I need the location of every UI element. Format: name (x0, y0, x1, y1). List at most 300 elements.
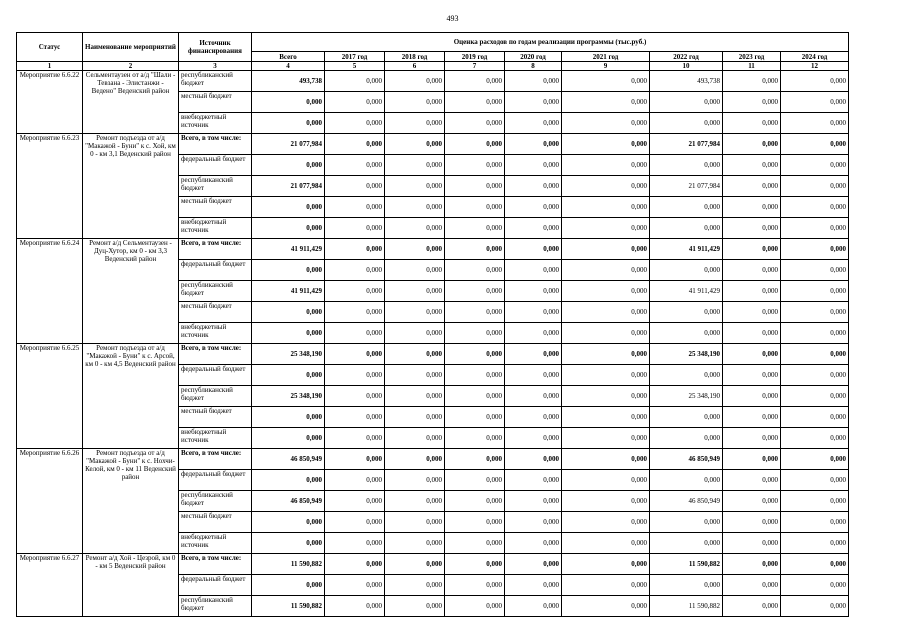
year-value: 0,000 (562, 428, 650, 449)
funding-source: Всего, в том числе: (179, 134, 252, 155)
total-value: 0,000 (252, 92, 325, 113)
column-number: 12 (781, 62, 849, 71)
year-value: 493,738 (650, 71, 723, 92)
column-number: 1 (17, 62, 83, 71)
year-value: 0,000 (650, 197, 723, 218)
year-value: 0,000 (505, 197, 562, 218)
event-name: Ремонт подъезда от а/д "Макажой - Буни" к с. Нохчи-Келой, км 0 - км 11 Веденский район (83, 449, 179, 554)
year-value: 0,000 (505, 512, 562, 533)
year-value: 0,000 (445, 323, 505, 344)
year-value: 0,000 (562, 407, 650, 428)
year-value: 0,000 (445, 197, 505, 218)
table-row (17, 554, 849, 575)
total-value: 25 348,190 (252, 386, 325, 407)
year-value: 0,000 (562, 134, 650, 155)
year-value: 0,000 (445, 302, 505, 323)
year-value: 0,000 (385, 302, 445, 323)
header-year-col: Всего (252, 52, 325, 62)
year-value: 0,000 (650, 365, 723, 386)
year-value: 0,000 (325, 323, 385, 344)
year-value: 0,000 (325, 491, 385, 512)
year-value: 0,000 (650, 512, 723, 533)
year-value: 0,000 (325, 449, 385, 470)
year-value: 0,000 (723, 134, 781, 155)
year-value: 0,000 (650, 575, 723, 596)
year-value: 21 077,984 (650, 176, 723, 197)
year-value: 0,000 (385, 134, 445, 155)
year-value: 0,000 (385, 407, 445, 428)
event-name: Сельментаузен от а/д "Шали - Тевзана - Элистанжи - Ведено" Веденский район (83, 71, 179, 134)
year-value: 0,000 (325, 113, 385, 134)
year-value: 0,000 (505, 554, 562, 575)
year-value: 0,000 (325, 344, 385, 365)
total-value: 0,000 (252, 218, 325, 239)
funding-source: федеральный бюджет (179, 155, 252, 176)
total-value: 0,000 (252, 533, 325, 554)
year-value: 0,000 (445, 470, 505, 491)
funding-source: внебюджетный источник (179, 218, 252, 239)
year-value: 0,000 (325, 596, 385, 617)
year-value: 0,000 (650, 470, 723, 491)
year-value: 0,000 (562, 260, 650, 281)
header-year-col: 2021 год (562, 52, 650, 62)
total-value: 0,000 (252, 407, 325, 428)
total-value: 11 590,882 (252, 596, 325, 617)
year-value: 0,000 (562, 365, 650, 386)
column-number: 4 (252, 62, 325, 71)
year-value: 0,000 (562, 92, 650, 113)
funding-source: республиканский бюджет (179, 596, 252, 617)
year-value: 0,000 (781, 386, 849, 407)
year-value: 0,000 (445, 92, 505, 113)
total-value: 0,000 (252, 302, 325, 323)
year-value: 0,000 (325, 470, 385, 491)
total-value: 41 911,429 (252, 281, 325, 302)
header-year-col: 2023 год (723, 52, 781, 62)
year-value: 0,000 (781, 344, 849, 365)
year-value: 0,000 (505, 323, 562, 344)
year-value: 0,000 (505, 449, 562, 470)
year-value: 0,000 (445, 260, 505, 281)
year-value: 0,000 (385, 533, 445, 554)
year-value: 0,000 (325, 512, 385, 533)
year-value: 0,000 (723, 92, 781, 113)
year-value: 0,000 (723, 386, 781, 407)
event-status: Мероприятие 6.6.26 (17, 449, 83, 554)
year-value: 0,000 (445, 491, 505, 512)
year-value: 0,000 (385, 239, 445, 260)
year-value: 0,000 (562, 470, 650, 491)
year-value: 0,000 (650, 113, 723, 134)
year-value: 0,000 (723, 239, 781, 260)
year-value: 0,000 (385, 176, 445, 197)
year-value: 0,000 (385, 575, 445, 596)
year-value: 0,000 (325, 386, 385, 407)
year-value: 0,000 (562, 302, 650, 323)
year-value: 0,000 (325, 92, 385, 113)
table-row (17, 449, 849, 470)
year-value: 0,000 (445, 386, 505, 407)
year-value: 0,000 (445, 365, 505, 386)
year-value: 0,000 (781, 323, 849, 344)
funding-source: Всего, в том числе: (179, 239, 252, 260)
year-value: 0,000 (325, 218, 385, 239)
year-value: 0,000 (562, 554, 650, 575)
year-value: 0,000 (505, 428, 562, 449)
year-value: 0,000 (385, 197, 445, 218)
year-value: 0,000 (505, 92, 562, 113)
year-value: 0,000 (723, 218, 781, 239)
event-status: Мероприятие 6.6.27 (17, 554, 83, 617)
year-value: 0,000 (723, 197, 781, 218)
year-value: 0,000 (562, 344, 650, 365)
funding-source: внебюджетный источник (179, 113, 252, 134)
funding-source: Всего, в том числе: (179, 344, 252, 365)
year-value: 0,000 (562, 197, 650, 218)
year-value: 0,000 (385, 512, 445, 533)
year-value: 0,000 (723, 344, 781, 365)
year-value: 0,000 (325, 260, 385, 281)
column-number: 11 (723, 62, 781, 71)
year-value: 0,000 (385, 92, 445, 113)
year-value: 0,000 (781, 554, 849, 575)
year-value: 0,000 (781, 575, 849, 596)
year-value: 0,000 (325, 575, 385, 596)
year-value: 0,000 (445, 407, 505, 428)
funding-source: Всего, в том числе: (179, 554, 252, 575)
event-status: Мероприятие 6.6.24 (17, 239, 83, 344)
total-value: 46 850,949 (252, 491, 325, 512)
year-value: 11 590,882 (650, 554, 723, 575)
column-number: 9 (562, 62, 650, 71)
year-value: 0,000 (781, 596, 849, 617)
header-year-col: 2017 год (325, 52, 385, 62)
column-number: 3 (179, 62, 252, 71)
total-value: 0,000 (252, 260, 325, 281)
year-value: 0,000 (723, 113, 781, 134)
year-value: 0,000 (562, 386, 650, 407)
year-value: 0,000 (562, 281, 650, 302)
column-number: 6 (385, 62, 445, 71)
year-value: 0,000 (723, 533, 781, 554)
year-value: 0,000 (723, 365, 781, 386)
year-value: 0,000 (325, 407, 385, 428)
year-value: 0,000 (325, 281, 385, 302)
year-value: 0,000 (723, 470, 781, 491)
year-value: 0,000 (325, 302, 385, 323)
total-value: 0,000 (252, 197, 325, 218)
header-year-col: 2024 год (781, 52, 849, 62)
event-name: Ремонт подъезда от а/д "Макажой - Буни" к с. Арсой, км 0 - км 4,5 Веденский район (83, 344, 179, 449)
table-row (17, 344, 849, 365)
year-value: 46 850,949 (650, 491, 723, 512)
year-value: 0,000 (385, 596, 445, 617)
column-number: 2 (83, 62, 179, 71)
year-value: 0,000 (781, 218, 849, 239)
total-value: 0,000 (252, 512, 325, 533)
year-value: 0,000 (445, 533, 505, 554)
total-value: 0,000 (252, 155, 325, 176)
funding-source: местный бюджет (179, 92, 252, 113)
year-value: 0,000 (562, 218, 650, 239)
year-value: 0,000 (325, 365, 385, 386)
year-value: 0,000 (505, 533, 562, 554)
event-name: Ремонт а/д Хой - Цезрой, км 0 - км 5 Веденский район (83, 554, 179, 617)
year-value: 0,000 (650, 92, 723, 113)
year-value: 0,000 (650, 323, 723, 344)
column-number: 10 (650, 62, 723, 71)
year-value: 46 850,949 (650, 449, 723, 470)
year-value: 0,000 (325, 533, 385, 554)
funding-source: федеральный бюджет (179, 470, 252, 491)
column-number: 8 (505, 62, 562, 71)
year-value: 0,000 (385, 323, 445, 344)
year-value: 0,000 (505, 113, 562, 134)
year-value: 0,000 (325, 155, 385, 176)
page-number: 493 (446, 14, 459, 23)
funding-source: республиканский бюджет (179, 176, 252, 197)
year-value: 0,000 (385, 113, 445, 134)
funding-source: внебюджетный источник (179, 533, 252, 554)
year-value: 0,000 (723, 71, 781, 92)
year-value: 0,000 (445, 218, 505, 239)
year-value: 0,000 (505, 344, 562, 365)
header-year-col: 2022 год (650, 52, 723, 62)
year-value: 0,000 (562, 71, 650, 92)
budget-table (16, 32, 849, 617)
year-value: 0,000 (781, 113, 849, 134)
column-number: 5 (325, 62, 385, 71)
year-value: 0,000 (723, 449, 781, 470)
funding-source: республиканский бюджет (179, 281, 252, 302)
table-row (17, 71, 849, 92)
year-value: 0,000 (505, 596, 562, 617)
year-value: 0,000 (385, 449, 445, 470)
year-value: 0,000 (325, 197, 385, 218)
year-value: 0,000 (445, 596, 505, 617)
year-value: 0,000 (385, 155, 445, 176)
table-row (17, 134, 849, 155)
funding-source: внебюджетный источник (179, 428, 252, 449)
year-value: 0,000 (385, 554, 445, 575)
year-value: 0,000 (562, 176, 650, 197)
year-value: 0,000 (781, 92, 849, 113)
total-value: 0,000 (252, 470, 325, 491)
total-value: 493,738 (252, 71, 325, 92)
total-value: 25 348,190 (252, 344, 325, 365)
year-value: 41 911,429 (650, 281, 723, 302)
funding-source: федеральный бюджет (179, 260, 252, 281)
year-value: 0,000 (505, 407, 562, 428)
year-value: 0,000 (562, 596, 650, 617)
funding-source: местный бюджет (179, 407, 252, 428)
year-value: 0,000 (650, 218, 723, 239)
year-value: 0,000 (781, 365, 849, 386)
header-status: Статус (17, 33, 83, 62)
year-value: 0,000 (650, 260, 723, 281)
year-value: 0,000 (385, 71, 445, 92)
year-value: 0,000 (781, 71, 849, 92)
year-value: 0,000 (723, 554, 781, 575)
year-value: 0,000 (650, 407, 723, 428)
funding-source: местный бюджет (179, 512, 252, 533)
header-year-col: 2018 год (385, 52, 445, 62)
funding-source: федеральный бюджет (179, 365, 252, 386)
year-value: 0,000 (723, 491, 781, 512)
year-value: 0,000 (505, 176, 562, 197)
year-value: 0,000 (781, 302, 849, 323)
event-name: Ремонт а/д Сельментаузен - Дуц-Хутор, км 0 - км 3,3 Веденский район (83, 239, 179, 344)
header-year-col: 2019 год (445, 52, 505, 62)
year-value: 0,000 (562, 323, 650, 344)
year-value: 0,000 (505, 281, 562, 302)
year-value: 0,000 (505, 575, 562, 596)
year-value: 0,000 (445, 134, 505, 155)
year-value: 0,000 (445, 71, 505, 92)
year-value: 0,000 (723, 428, 781, 449)
funding-source: Всего, в том числе: (179, 449, 252, 470)
year-value: 0,000 (723, 323, 781, 344)
funding-source: внебюджетный источник (179, 323, 252, 344)
year-value: 0,000 (445, 428, 505, 449)
year-value: 0,000 (325, 71, 385, 92)
year-value: 0,000 (505, 302, 562, 323)
year-value: 0,000 (445, 113, 505, 134)
header-source: Источник финансирования (179, 33, 252, 62)
year-value: 0,000 (385, 365, 445, 386)
year-value: 0,000 (781, 533, 849, 554)
total-value: 41 911,429 (252, 239, 325, 260)
total-value: 11 590,882 (252, 554, 325, 575)
header-estimate: Оценка расходов по годам реализации программы (тыс.руб.) (252, 33, 849, 52)
year-value: 0,000 (385, 260, 445, 281)
year-value: 0,000 (562, 155, 650, 176)
year-value: 0,000 (781, 407, 849, 428)
year-value: 0,000 (385, 344, 445, 365)
year-value: 0,000 (325, 176, 385, 197)
year-value: 0,000 (385, 218, 445, 239)
year-value: 0,000 (325, 428, 385, 449)
year-value: 41 911,429 (650, 239, 723, 260)
event-status: Мероприятие 6.6.22 (17, 71, 83, 134)
year-value: 0,000 (445, 344, 505, 365)
year-value: 0,000 (445, 176, 505, 197)
year-value: 0,000 (385, 281, 445, 302)
year-value: 0,000 (781, 470, 849, 491)
table-row (17, 239, 849, 260)
year-value: 0,000 (562, 113, 650, 134)
year-value: 0,000 (505, 218, 562, 239)
year-value: 0,000 (781, 239, 849, 260)
year-value: 0,000 (723, 407, 781, 428)
year-value: 0,000 (723, 596, 781, 617)
year-value: 0,000 (650, 302, 723, 323)
year-value: 0,000 (723, 176, 781, 197)
year-value: 0,000 (562, 512, 650, 533)
funding-source: республиканский бюджет (179, 386, 252, 407)
year-value: 0,000 (325, 554, 385, 575)
year-value: 21 077,984 (650, 134, 723, 155)
funding-source: местный бюджет (179, 197, 252, 218)
year-value: 0,000 (650, 533, 723, 554)
year-value: 0,000 (723, 260, 781, 281)
year-value: 0,000 (781, 281, 849, 302)
year-value: 0,000 (445, 155, 505, 176)
year-value: 25 348,190 (650, 386, 723, 407)
year-value: 0,000 (385, 386, 445, 407)
total-value: 46 850,949 (252, 449, 325, 470)
year-value: 0,000 (445, 575, 505, 596)
year-value: 0,000 (781, 428, 849, 449)
year-value: 0,000 (781, 155, 849, 176)
total-value: 21 077,984 (252, 176, 325, 197)
year-value: 0,000 (650, 428, 723, 449)
year-value: 0,000 (650, 155, 723, 176)
total-value: 0,000 (252, 575, 325, 596)
year-value: 0,000 (505, 470, 562, 491)
year-value: 0,000 (781, 134, 849, 155)
year-value: 0,000 (445, 554, 505, 575)
year-value: 0,000 (781, 449, 849, 470)
year-value: 0,000 (562, 449, 650, 470)
year-value: 0,000 (505, 365, 562, 386)
column-number: 7 (445, 62, 505, 71)
year-value: 0,000 (723, 512, 781, 533)
funding-source: республиканский бюджет (179, 71, 252, 92)
year-value: 0,000 (385, 470, 445, 491)
year-value: 0,000 (505, 71, 562, 92)
funding-source: местный бюджет (179, 302, 252, 323)
year-value: 0,000 (505, 239, 562, 260)
year-value: 0,000 (781, 197, 849, 218)
total-value: 0,000 (252, 323, 325, 344)
year-value: 0,000 (781, 512, 849, 533)
year-value: 25 348,190 (650, 344, 723, 365)
funding-source: федеральный бюджет (179, 575, 252, 596)
event-name: Ремонт подъезда от а/д "Макажой - Буни" к с. Хой, км 0 - км 3,1 Веденский район (83, 134, 179, 239)
year-value: 0,000 (781, 176, 849, 197)
total-value: 21 077,984 (252, 134, 325, 155)
year-value: 0,000 (505, 155, 562, 176)
year-value: 0,000 (445, 449, 505, 470)
year-value: 0,000 (325, 239, 385, 260)
year-value: 0,000 (723, 575, 781, 596)
year-value: 0,000 (781, 260, 849, 281)
year-value: 0,000 (445, 281, 505, 302)
year-value: 0,000 (562, 533, 650, 554)
year-value: 11 590,882 (650, 596, 723, 617)
year-value: 0,000 (505, 386, 562, 407)
year-value: 0,000 (562, 239, 650, 260)
header-year-col: 2020 год (505, 52, 562, 62)
funding-source: республиканский бюджет (179, 491, 252, 512)
total-value: 0,000 (252, 428, 325, 449)
header-name: Наименование мероприятий (83, 33, 179, 62)
event-status: Мероприятие 6.6.25 (17, 344, 83, 449)
year-value: 0,000 (723, 155, 781, 176)
year-value: 0,000 (445, 239, 505, 260)
total-value: 0,000 (252, 113, 325, 134)
year-value: 0,000 (505, 134, 562, 155)
year-value: 0,000 (562, 575, 650, 596)
year-value: 0,000 (505, 491, 562, 512)
year-value: 0,000 (505, 260, 562, 281)
year-value: 0,000 (723, 281, 781, 302)
year-value: 0,000 (562, 491, 650, 512)
total-value: 0,000 (252, 365, 325, 386)
year-value: 0,000 (325, 134, 385, 155)
year-value: 0,000 (445, 512, 505, 533)
